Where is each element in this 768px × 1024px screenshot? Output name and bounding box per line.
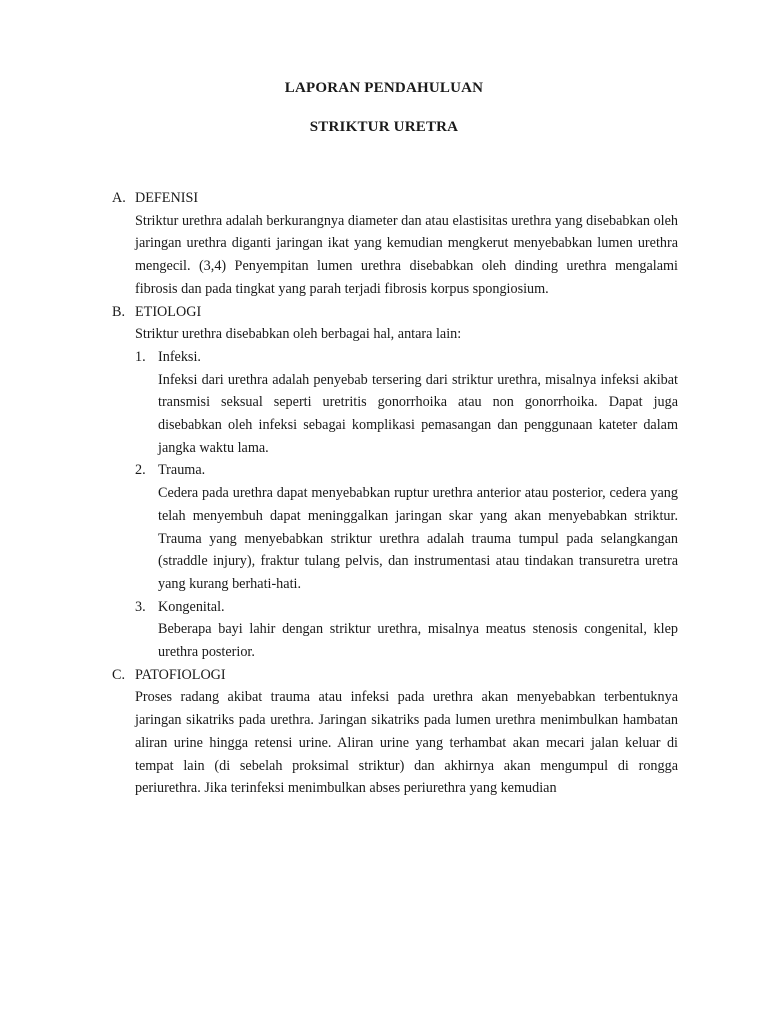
list-item-number: 3. [135, 598, 146, 615]
document-subtitle: STRIKTUR URETRA [309, 119, 459, 135]
section-heading-defenisi [112, 187, 678, 210]
list-item-paragraph: Cedera pada urethra dapat menyebabkan ruptur urethra anterior atau posterior, cedera yang telah menyembuh dapat meninggalkan jaringan skar yang akan menyebabkan striktur. Trauma yang menyebabkan striktur urethra adalah trauma tumpul pada selangkangan (straddle injury), fraktur tulang pelvis, dan instrumentasi atau tindakan transuretra uretra yang kurang berhati-hati. [158, 485, 678, 592]
list-item-heading [135, 596, 678, 619]
list-item-label: Kongenital. [158, 598, 225, 615]
document-title: LAPORAN PENDAHULUAN [284, 80, 484, 96]
list-item-label: Infeksi. [158, 348, 201, 365]
section-letter: B. [112, 303, 126, 320]
section-title: ETIOLOGI [135, 303, 202, 320]
list-item-heading [135, 346, 678, 369]
section-paragraph: Striktur urethra adalah berkurangnya diameter dan atau elastisitas urethra yang disebabkan oleh jaringan urethra diganti jaringan ikat yang kemudian mengkerut menyebabkan lumen urethra mengecil. (3,4) Penyempitan lumen urethra disebabkan oleh dinding urethra mengalami fibrosis dan pada tingkat yang parah terjadi fibrosis korpus spongiosium. [135, 212, 678, 297]
section-heading-patofiologi [112, 664, 678, 687]
section-paragraph: Proses radang akibat trauma atau infeksi pada urethra akan menyebabkan terbentuknya jaringan sikatriks pada urethra. Jaringan sikatriks pada lumen urethra menimbulkan hambatan aliran urine hingga retensi urine. Aliran urine yang terhambat akan mecari jalan keluar di tempat lain (di sebelah proksimal striktur) dan akhirnya akan mengumpul di rongga periurethra. Jika terinfeksi menimbulkan abses periurethra yang kemudian [135, 689, 678, 797]
document-body [112, 187, 678, 800]
section-letter: A. [112, 190, 126, 206]
section-title: DEFENISI [135, 190, 199, 206]
list-item-heading [135, 459, 678, 482]
list-item-paragraph: Infeksi dari urethra adalah penyebab tersering dari striktur urethra, misalnya infeksi akibat transmisi seksual seperti uretritis gonorrhoika atau non gonorrhoika. Dapat juga disebabkan oleh infeksi sebagai komplikasi pemasangan dan penggunaan kateter dalam jangka waktu lama. [158, 371, 678, 456]
section-title: PATOFIOLOGI [135, 666, 226, 683]
list-item-number: 1. [135, 348, 146, 365]
list-item-label: Trauma. [158, 462, 206, 479]
section-heading-etiologi [112, 301, 678, 324]
section-letter: C. [112, 666, 126, 683]
section-paragraph: Striktur urethra disebabkan oleh berbagai hal, antara lain: [135, 326, 462, 343]
list-item-paragraph: Beberapa bayi lahir dengan striktur urethra, misalnya meatus stenosis congenital, klep urethra posterior. [158, 621, 678, 661]
list-item-number: 2. [135, 462, 146, 479]
